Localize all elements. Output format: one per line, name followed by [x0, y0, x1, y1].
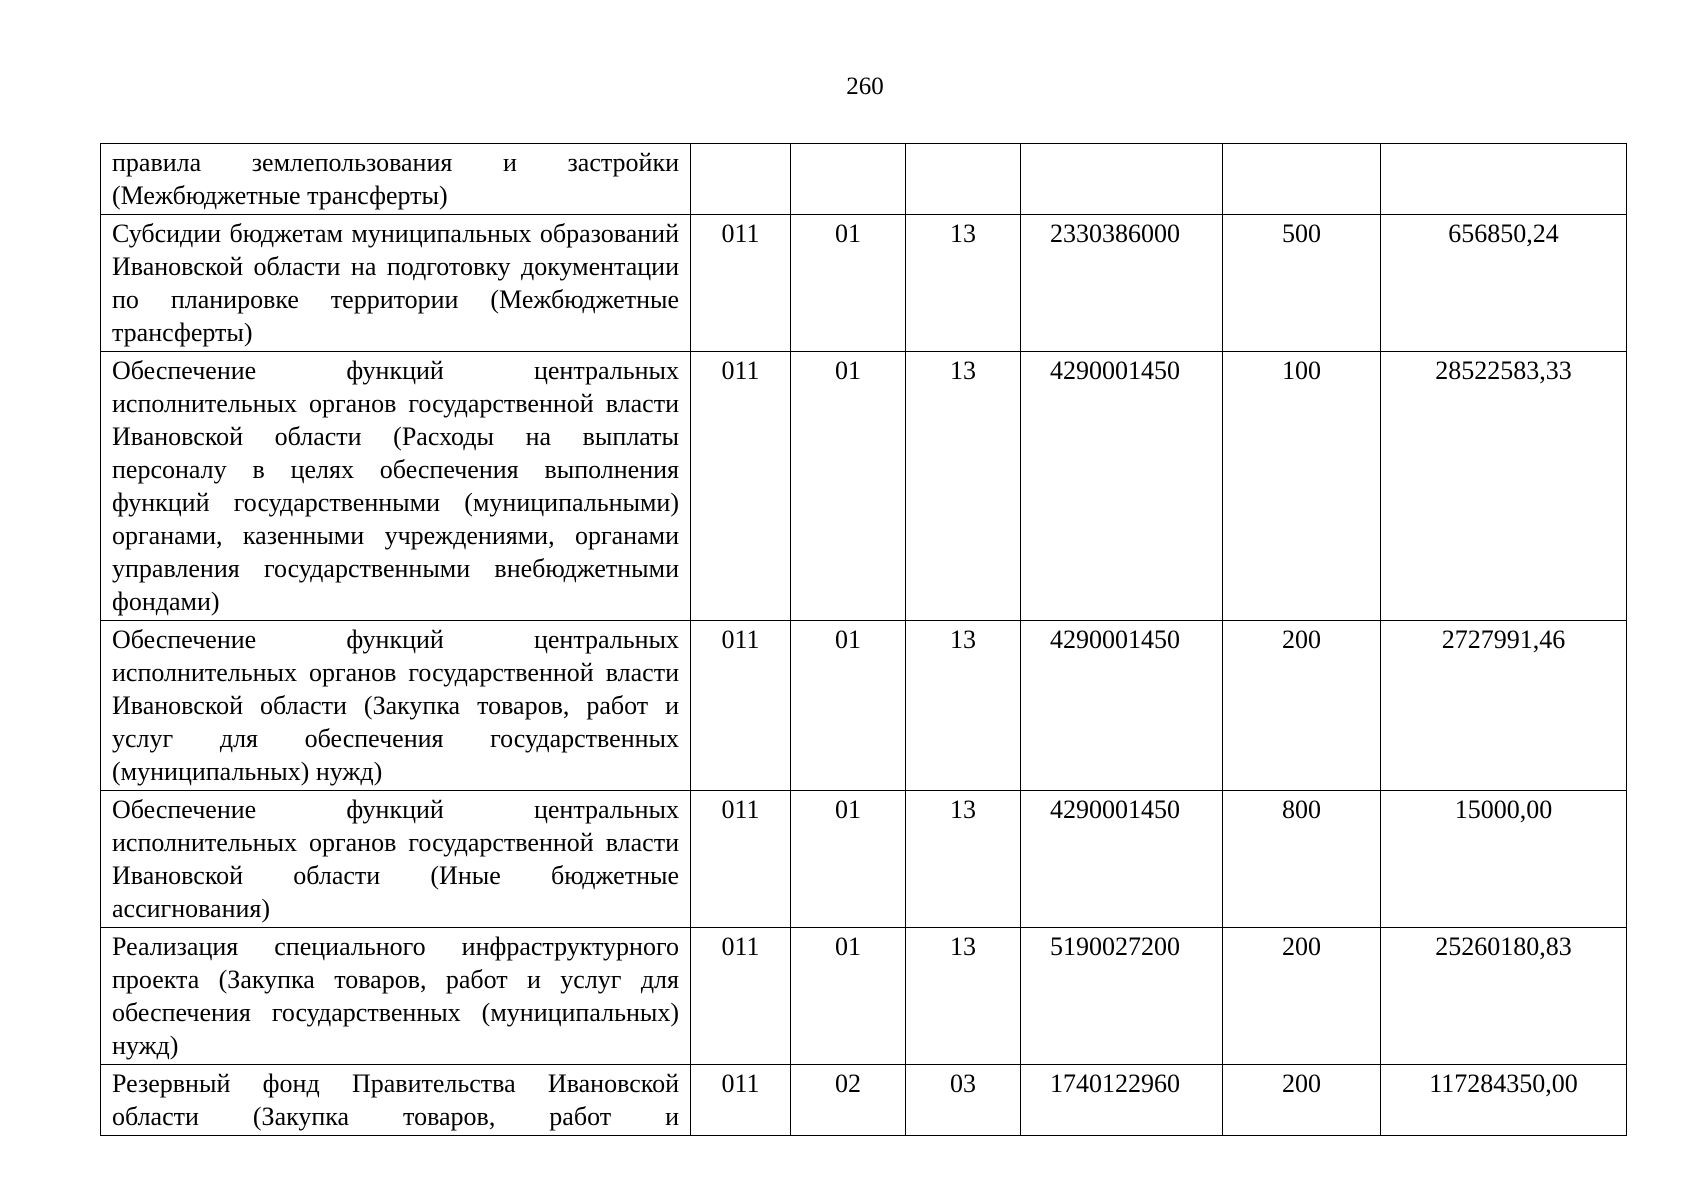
- ministry-code: 011: [691, 352, 791, 621]
- target-article-code: 4290001450: [1021, 352, 1223, 621]
- section-code: 01: [791, 352, 906, 621]
- ministry-code: 011: [691, 1065, 791, 1136]
- target-article-code: [1021, 144, 1223, 215]
- expense-type-code: 200: [1223, 1065, 1381, 1136]
- section-code: 01: [791, 791, 906, 928]
- row-description: Субсидии бюджетам муниципальных образований Ивановской области на подготовку документации по планировке территории (Межбюджетные трансферты): [101, 215, 691, 352]
- row-description: Реализация специального инфраструктурного проекта (Закупка товаров, работ и услуг для обеспечения государственных (муниципальных) нужд): [101, 928, 691, 1065]
- subsection-code: 13: [906, 621, 1021, 791]
- target-article-code: 4290001450: [1021, 621, 1223, 791]
- subsection-code: 03: [906, 1065, 1021, 1136]
- ministry-code: [691, 144, 791, 215]
- table-row: [101, 215, 1627, 352]
- amount-value: [1381, 144, 1627, 215]
- table-row: [101, 791, 1627, 928]
- amount-value: 117284350,00: [1381, 1065, 1627, 1136]
- table-row: [101, 144, 1627, 215]
- expense-type-code: [1223, 144, 1381, 215]
- table-row: [101, 1065, 1627, 1136]
- section-code: 02: [791, 1065, 906, 1136]
- subsection-code: 13: [906, 352, 1021, 621]
- table-row: [101, 352, 1627, 621]
- expense-type-code: 100: [1223, 352, 1381, 621]
- section-code: [791, 144, 906, 215]
- amount-value: 28522583,33: [1381, 352, 1627, 621]
- subsection-code: 13: [906, 791, 1021, 928]
- table-row: [101, 621, 1627, 791]
- expense-type-code: 500: [1223, 215, 1381, 352]
- row-description: Обеспечение функций центральных исполнительных органов государственной власти Ивановской области (Расходы на выплаты персоналу в целях обеспечения выполнения функций государственными (муниципальными) органами, казенными учреждениями, органами управления государственными внебюджетными фондами): [101, 352, 691, 621]
- row-description: правила землепользования и застройки (Межбюджетные трансферты): [101, 144, 691, 215]
- row-description: Обеспечение функций центральных исполнительных органов государственной власти Ивановской области (Закупка товаров, работ и услуг для обеспечения государственных (муниципальных) нужд): [101, 621, 691, 791]
- section-code: 01: [791, 621, 906, 791]
- ministry-code: 011: [691, 215, 791, 352]
- subsection-code: [906, 144, 1021, 215]
- expense-type-code: 200: [1223, 621, 1381, 791]
- target-article-code: 4290001450: [1021, 791, 1223, 928]
- page-number: 260: [846, 73, 884, 100]
- row-description: Резервный фонд Правительства Ивановской области (Закупка товаров, работ и: [101, 1065, 691, 1136]
- expense-type-code: 200: [1223, 928, 1381, 1065]
- ministry-code: 011: [691, 621, 791, 791]
- target-article-code: 5190027200: [1021, 928, 1223, 1065]
- budget-table: [100, 143, 1627, 1136]
- amount-value: 2727991,46: [1381, 621, 1627, 791]
- ministry-code: 011: [691, 928, 791, 1065]
- table-row: [101, 928, 1627, 1065]
- target-article-code: 2330386000: [1021, 215, 1223, 352]
- amount-value: 25260180,83: [1381, 928, 1627, 1065]
- expense-type-code: 800: [1223, 791, 1381, 928]
- subsection-code: 13: [906, 215, 1021, 352]
- amount-value: 656850,24: [1381, 215, 1627, 352]
- subsection-code: 13: [906, 928, 1021, 1065]
- ministry-code: 011: [691, 791, 791, 928]
- amount-value: 15000,00: [1381, 791, 1627, 928]
- row-description: Обеспечение функций центральных исполнительных органов государственной власти Ивановской области (Иные бюджетные ассигнования): [101, 791, 691, 928]
- section-code: 01: [791, 215, 906, 352]
- section-code: 01: [791, 928, 906, 1065]
- target-article-code: 1740122960: [1021, 1065, 1223, 1136]
